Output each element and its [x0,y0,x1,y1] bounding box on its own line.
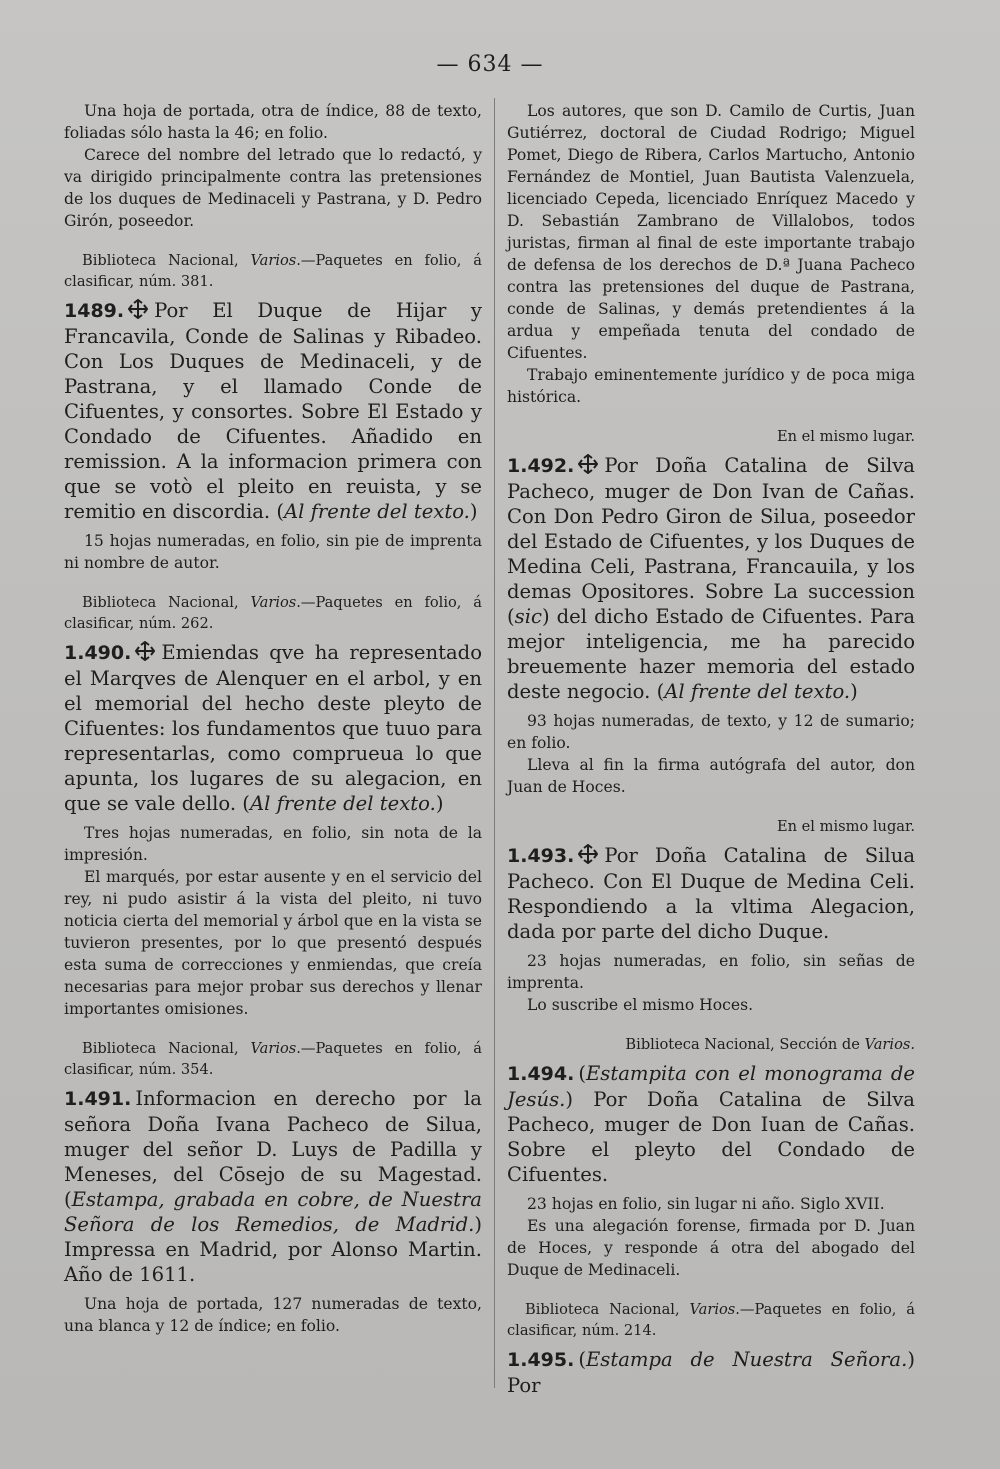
source-italic: Varios [250,252,297,269]
description-paragraph: 15 hojas numeradas, en folio, sin pie de imprenta ni nombre de autor. [64,532,482,572]
description-paragraph: Es una alegación forense, firmada por D. Juan de Hoces, y responde á otra del abogado del Duque de Medinaceli. [507,1217,915,1279]
entry-italic: sic [514,605,542,628]
entry-number: 1.495. [507,1349,575,1371]
description-paragraph: Los autores, que son D. Camilo de Curtis, Juan Gutiérrez, doctoral de Ciudad Rodrigo; Miguel Pomet, Diego de Ribera, Carlos Martucho, Antonio Fernández de Montiel, Juan Bautista Valenzuela, licenciado Cepeda, licenciado Enríquez Macedo y D. Sebastián Zambrano de Villalobos, todos juristas, firman al final de este importante trabajo de defensa de los derechos de D.ª Juana Pacheco contra las pretensiones del duque de Pastrana, conde de Salinas, y demás pretendientes á la ardua y empeñada tenuta del condado de Cifuentes. [507,102,915,362]
description-paragraph: El marqués, por estar ausente y en el servicio del rey, ni pudo asistir á la vista del pleito, ni tuvo noticia cierta del memorial y árbol que en la vista se tuvieron presentes, por lo que presentó después esta suma de correcciones y enmiendas, que creía necesarias para mejor probar sus derechos y llenar importantes omisiones. [64,868,482,1018]
library-source [507,1034,915,1055]
entry-italic: Al frente del texto. [664,680,851,703]
source-text: Biblioteca Nacional, Sección de [625,1036,865,1053]
entry-text: Por Doña Catalina de Silva Pacheco, muger de Don Ivan de Cañas. Con Don Pedro Giron de Silua, poseedor del Estado de Cifuentes, y los Duques de Medina Celi, Pastrana, Francauila, y los demas Opositores. Sobre La succession ( [507,454,915,628]
entry-number: 1.492. [507,455,575,477]
catalog-entry-1492 [507,453,915,704]
description-paragraph: Una hoja de portada, 127 numeradas de texto, una blanca y 12 de índice; en folio. [64,1295,482,1335]
description-paragraph: 93 hojas numeradas, de texto, y 12 de sumario; en folio. [507,712,915,752]
entry-text: Por Doña Catalina de Silua Pacheco. Con El Duque de Medina Celi. Respondiendo a la vltima Alegacion, dada por parte del dicho Duque. [507,844,915,943]
catalog-entry-1493 [507,843,915,944]
entry-text: Emiendas qve ha representado el Marqves de Alenquer en el arbol, y en el memorial del hecho deste pleyto de Cifuentes: los fundamentos que tuuo para representarlas, como comprueua lo que apunta, los lugares de su alegacion, en que se vale dello. ( [64,641,482,815]
entry-number: 1.490. [64,642,132,664]
left-column [64,100,482,1337]
right-column [507,100,915,1398]
column-divider [494,98,495,1388]
description-paragraph: Tres hojas numeradas, en folio, sin nota de la impresión. [64,824,482,864]
source-text: Biblioteca Nacional, [82,594,251,611]
catalog-entry-1489 [64,298,482,524]
entry-number: 1.491. [64,1088,132,1110]
source-italic: Varios [250,1040,297,1057]
entry-text: ) Por Doña Catalina de Silva Pacheco, muger de Don Iuan de Cañas. Sobre el pleyto del Condado de Cifuentes. [507,1088,915,1186]
entry-text: ) [435,792,444,815]
library-source [507,1299,915,1341]
entry-text: ) [850,680,858,703]
entry-number: 1489. [64,300,125,322]
library-source: En el mismo lugar. [776,428,915,445]
entry-text: Informacion en derecho por la señora Doña Ivana Pacheco de Silua, muger del señor D. Luys de Padilla y Meneses, del Cōsejo de su Magestad. ( [64,1087,482,1211]
description-paragraph: Carece del nombre del letrado que lo redactó, y va dirigido principalmente contra las pretensiones de los duques de Medinaceli y Pastrana, y D. Pedro Girón, poseedor. [64,146,482,230]
source-text: .—Paquetes en folio, á clasificar, núm. 214. [507,1301,915,1339]
description-paragraph: Una hoja de portada, otra de índice, 88 de texto, foliadas sólo hasta la 46; en folio. [64,102,482,142]
description-paragraph: Trabajo eminentemente jurídico y de poca miga histórica. [507,366,915,406]
catalog-entry-1491 [64,1086,482,1287]
entry-text: Por El Duque de Hijar y Francavila, Conde de Salinas y Ribadeo. Con Los Duques de Medinaceli, y de Pastrana, y el llamado Conde de Cifuentes, y consortes. Sobre El Estado y Condado de Cifuentes. Añadido en remission. A la informacion primera con que se votò el pleito en reuista, y se remitio en discordia. ( [64,299,482,523]
catalog-entry-1495 [507,1347,915,1398]
description-paragraph: 23 hojas en folio, sin lugar ni año. Siglo XVII. [527,1195,885,1213]
source-text: .—Paquetes en folio, á clasificar, núm. 381. [64,252,482,290]
cross-icon [135,641,155,661]
library-source [64,592,482,634]
entry-italic: Estampa de Nuestra Señora. [585,1348,908,1371]
entry-text: ) del dicho Estado de Cifuentes. Para mejor inteligencia, me ha parecido breuemente hazer memoria del estado deste negocio. ( [507,605,915,703]
entry-italic: Al frente del texto. [249,792,436,815]
source-text: .—Paquetes en folio, á clasificar, núm. 354. [64,1040,482,1078]
catalog-entry-1494 [507,1061,915,1187]
source-text: Biblioteca Nacional, [525,1301,690,1318]
page-number: — 634 — [436,52,544,77]
source-italic: Varios [689,1301,736,1318]
entry-number: 1.494. [507,1063,575,1085]
library-source: En el mismo lugar. [776,818,915,835]
entry-text: ) Por [507,1348,915,1397]
entry-text: ( [578,1348,586,1371]
catalog-entry-1490 [64,640,482,816]
entry-text: ) Impressa en Madrid, por Alonso Martin. Año de 1611. [64,1213,482,1286]
source-italic: Varios. [864,1036,915,1053]
description-paragraph: Lleva al fin la firma autógrafa del autor, don Juan de Hoces. [507,756,915,796]
cross-icon [578,844,598,864]
source-text: Biblioteca Nacional, [82,1040,251,1057]
entry-italic: Estampita con el monograma de Jesús. [507,1062,915,1111]
library-source [64,1038,482,1080]
entry-number: 1.493. [507,845,575,867]
library-source [64,250,482,292]
source-text: .—Paquetes en folio, á clasificar, núm. 262. [64,594,482,632]
cross-icon [128,299,148,319]
source-text: Biblioteca Nacional, [82,252,251,269]
entry-italic: Estampa, grabada en cobre, de Nuestra Señora de los Remedios, de Madrid. [64,1188,482,1236]
entry-text: ) [469,500,478,523]
description-paragraph: Lo suscribe el mismo Hoces. [527,996,754,1014]
cross-icon [578,454,598,474]
description-paragraph: 23 hojas numeradas, en folio, sin señas de imprenta. [507,952,915,992]
entry-text: ( [578,1062,586,1085]
entry-italic: Al frente del texto. [284,500,470,523]
source-italic: Varios [250,594,297,611]
